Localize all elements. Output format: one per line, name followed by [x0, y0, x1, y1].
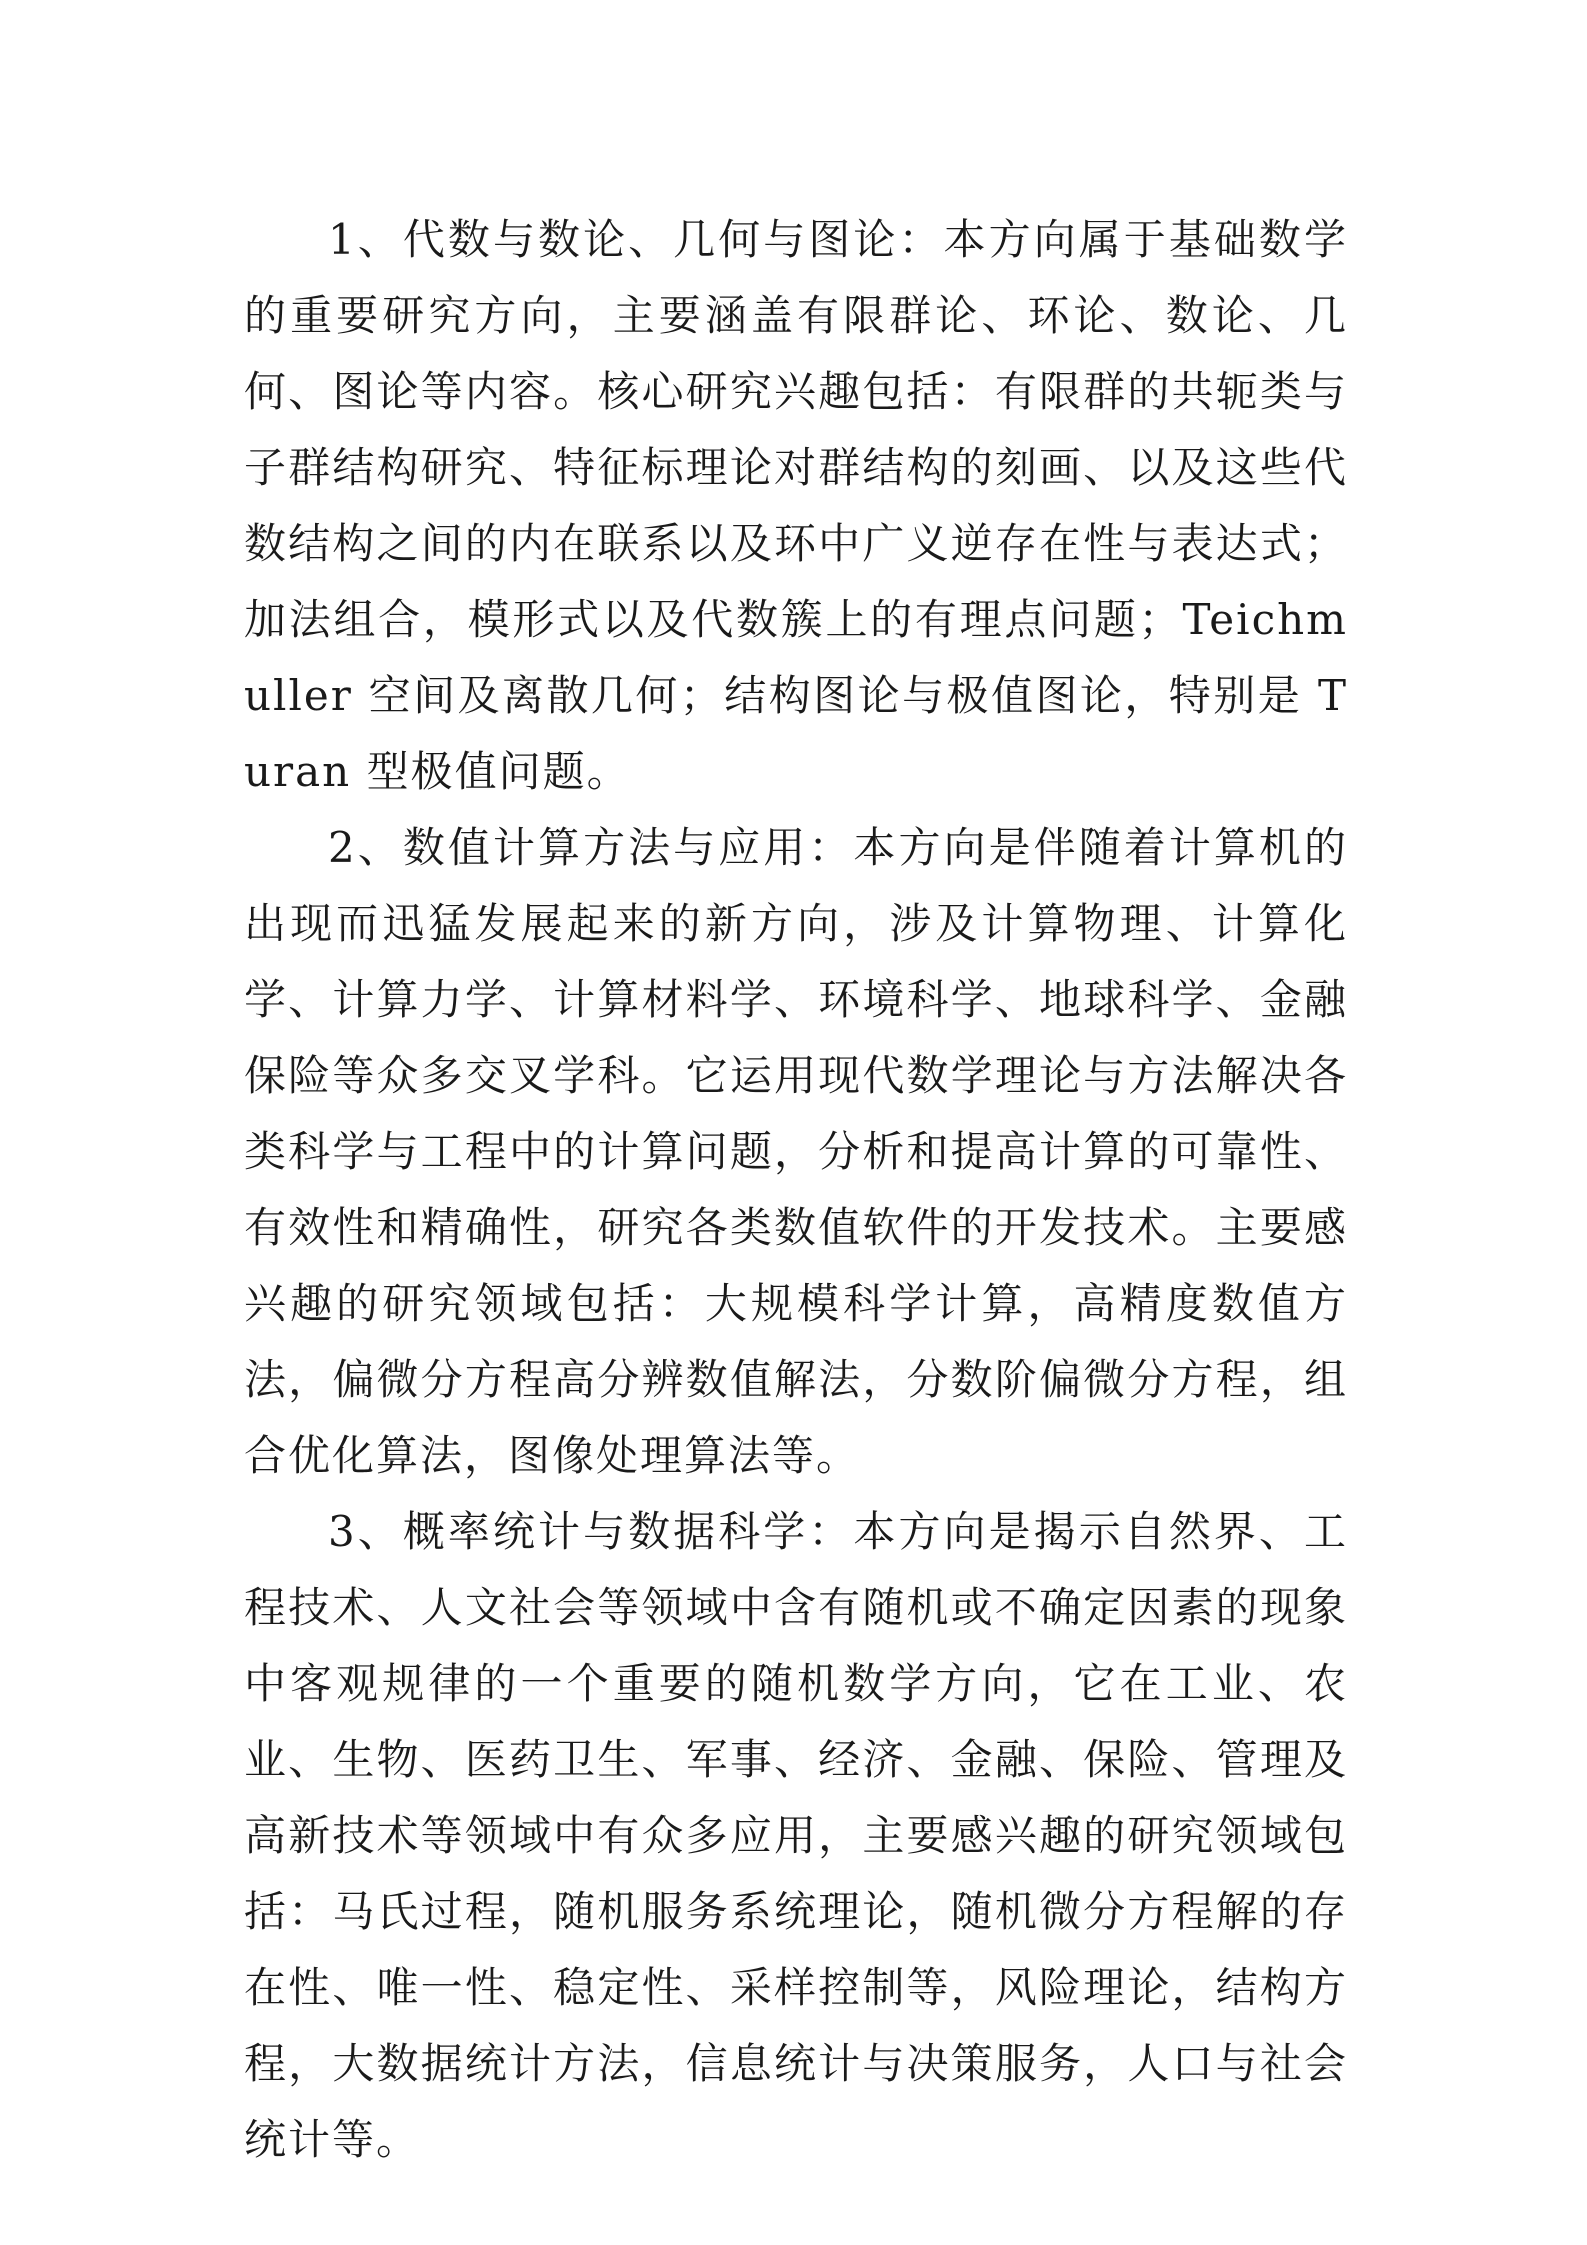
document-body [244, 202, 1348, 2178]
paragraph-numerical-computation: 2、数值计算方法与应用：本方向是伴随着计算机的出现而迅猛发展起来的新方向，涉及计算物理、计算化学、计算力学、计算材料学、环境科学、地球科学、金融保险等众多交叉学科。它运用现代数学理论与方法解决各类科学与工程中的计算问题，分析和提高计算的可靠性、有效性和精确性，研究各类数值软件的开发技术。主要感兴趣的研究领域包括：大规模科学计算，高精度数值方法，偏微分方程高分辨数值解法，分数阶偏微分方程，组合优化算法，图像处理算法等。 [244, 823, 1348, 1480]
paragraph-algebra-number-theory: 1、代数与数论、几何与图论：本方向属于基础数学的重要研究方向，主要涵盖有限群论、环论、数论、几何、图论等内容。核心研究兴趣包括：有限群的共轭类与子群结构研究、特征标理论对群结构的刻画、以及这些代数结构之间的内在联系以及环中广义逆存在性与表达式；加法组合，模形式以及代数簇上的有理点问题；Teichmuller 空间及离散几何；结构图论与极值图论，特别是 Turan 型极值问题。 [244, 215, 1348, 796]
paragraph-probability-statistics: 3、概率统计与数据科学：本方向是揭示自然界、工程技术、人文社会等领域中含有随机或不确定因素的现象中客观规律的一个重要的随机数学方向，它在工业、农业、生物、医药卫生、军事、经济、金融、保险、管理及高新技术等领域中有众多应用，主要感兴趣的研究领域包括：马氏过程，随机服务系统理论，随机微分方程解的存在性、唯一性、稳定性、采样控制等，风险理论，结构方程，大数据统计方法，信息统计与决策服务，人口与社会统计等。 [244, 1507, 1348, 2164]
